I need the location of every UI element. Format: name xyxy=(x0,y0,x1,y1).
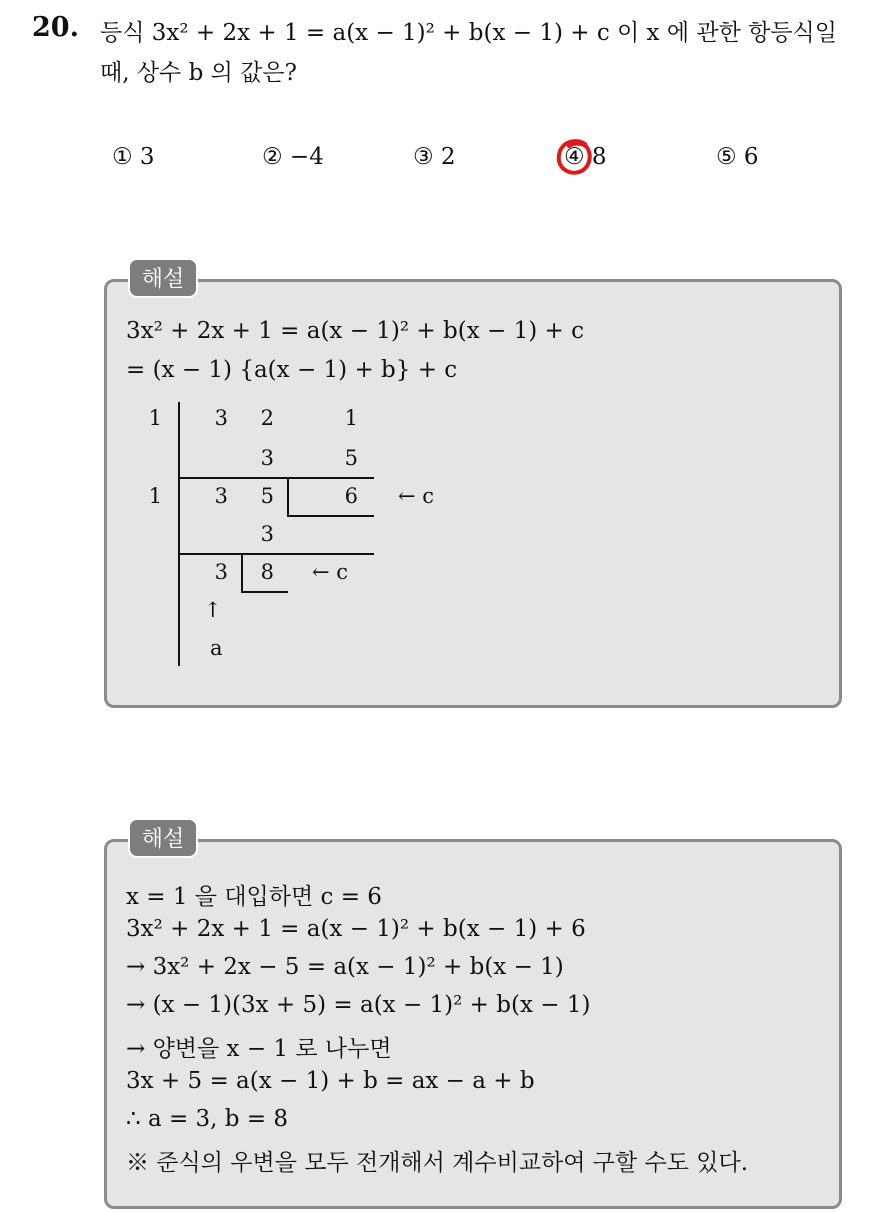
remainder-box-1-left xyxy=(287,477,289,517)
step1-val-1: 3 xyxy=(260,446,274,470)
question-text-line1: 등식 3x² + 2x + 1 = a(x − 1)² + b(x − 1) + c 이 x 에 관한 항등식일 xyxy=(100,20,837,46)
solution2-line6: 3x + 5 = a(x − 1) + b = ax − a + b xyxy=(126,1068,535,1094)
remainder-2: 8 xyxy=(260,560,274,584)
question-number: 20. xyxy=(32,12,79,43)
choice-2[interactable]: ② −4 xyxy=(262,144,324,170)
quotient2: 3 xyxy=(214,560,228,584)
remainder-box-2-bottom xyxy=(241,591,288,593)
step1-val-2: 5 xyxy=(344,446,358,470)
solution2-line8: ※ 준식의 우변을 모두 전개해서 계수비교하여 구할 수도 있다. xyxy=(126,1150,749,1176)
solution1-line1: 3x² + 2x + 1 = a(x − 1)² + b(x − 1) + c xyxy=(126,318,584,344)
answer-mark-circle-icon xyxy=(555,137,595,177)
a-label: a xyxy=(210,636,223,660)
divisor-2: 1 xyxy=(148,484,162,508)
solution2-line7: ∴ a = 3, b = 8 xyxy=(126,1106,289,1132)
quotient1-1: 3 xyxy=(214,484,228,508)
remainder-1-note: ← c xyxy=(398,484,435,508)
division-line-1 xyxy=(178,477,374,479)
quotient1-2: 5 xyxy=(260,484,274,508)
remainder-2-note: ← c xyxy=(312,560,349,584)
solution2-line5: → 양변을 x − 1 로 나누면 xyxy=(126,1036,392,1062)
coef-3: 1 xyxy=(344,406,358,430)
remainder-box-1-bottom xyxy=(287,515,374,517)
coef-1: 3 xyxy=(214,406,228,430)
divisor-1: 1 xyxy=(148,406,162,430)
choice-1[interactable]: ① 3 xyxy=(112,144,155,170)
solution2-line1: x = 1 을 대입하면 c = 6 xyxy=(126,884,382,910)
coef-2: 2 xyxy=(260,406,274,430)
division-vertical-line xyxy=(178,402,180,666)
solution2-line3: → 3x² + 2x − 5 = a(x − 1)² + b(x − 1) xyxy=(126,954,564,980)
solution-tag-2: 해설 xyxy=(128,818,198,858)
solution-tag-1: 해설 xyxy=(128,258,198,298)
choice-4[interactable]: ④ 8 xyxy=(564,144,607,170)
up-arrow-icon: ↑ xyxy=(204,598,222,622)
remainder-box-2-left xyxy=(241,553,243,593)
solution1-line2: = (x − 1) {a(x − 1) + b} + c xyxy=(126,357,458,383)
step2-val: 3 xyxy=(260,522,274,546)
remainder-1: 6 xyxy=(344,484,358,508)
solution2-line4: → (x − 1)(3x + 5) = a(x − 1)² + b(x − 1) xyxy=(126,992,591,1018)
question-text-line2: 때, 상수 b 의 값은? xyxy=(100,60,297,86)
choice-3[interactable]: ③ 2 xyxy=(413,144,456,170)
division-line-2 xyxy=(178,553,374,555)
choice-5[interactable]: ⑤ 6 xyxy=(716,144,759,170)
solution2-line2: 3x² + 2x + 1 = a(x − 1)² + b(x − 1) + 6 xyxy=(126,916,586,942)
